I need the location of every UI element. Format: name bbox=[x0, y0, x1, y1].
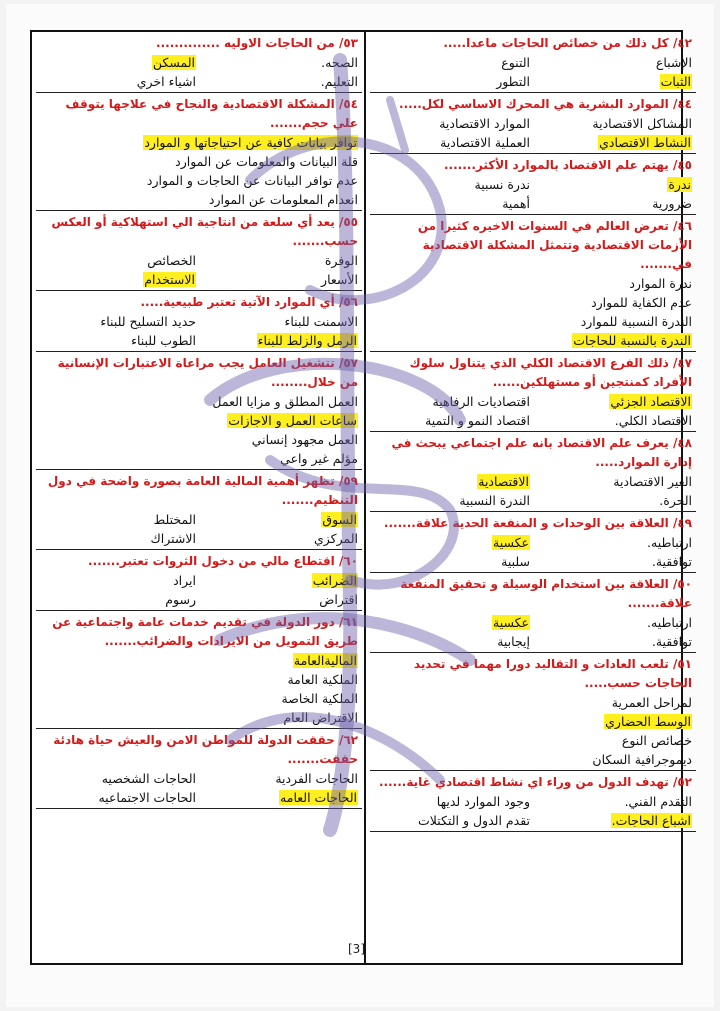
option-text: ايراد bbox=[173, 573, 196, 588]
option-text: التنوع bbox=[501, 55, 530, 70]
question-title: ٥٦/ أي الموارد الآتية تعتبر طبيعية..... bbox=[140, 295, 358, 309]
answer-option bbox=[374, 312, 692, 331]
option-text: انعدام المعلومات عن الموارد bbox=[208, 192, 358, 207]
option-text: العمل المطلق و مزايا العمل bbox=[212, 394, 358, 409]
answer-option bbox=[374, 750, 692, 769]
answer-option bbox=[40, 510, 196, 529]
option-text: المشاكل الاقتصادية bbox=[592, 116, 692, 131]
question-block bbox=[370, 215, 696, 352]
answer-option bbox=[536, 411, 692, 430]
option-text: اشباع الحاجات. bbox=[611, 813, 691, 828]
option-text: الاقتراض العام bbox=[283, 710, 358, 725]
question-block bbox=[36, 352, 362, 470]
answer-option-highlighted bbox=[374, 331, 692, 350]
option-text: عدم الكفاية للموارد bbox=[591, 295, 692, 310]
option-text: الملكية الخاصة bbox=[281, 691, 358, 706]
option-text: مؤلم غير واعي bbox=[280, 451, 358, 466]
answer-option bbox=[202, 529, 358, 548]
question-block bbox=[370, 512, 696, 573]
option-text: الصحه. bbox=[321, 55, 358, 70]
question-title: ٦٠/ اقتطاع مالي من دخول الثروات تعتبر....... bbox=[88, 554, 358, 568]
question-block bbox=[370, 432, 696, 512]
options-grid bbox=[40, 312, 358, 350]
page-number: [3] bbox=[348, 942, 365, 956]
question-title: ٦١/ دور الدولة في تقديم خدمات عامة واجتماعية عن طريق التمويل من الايرادات والضرائب....... bbox=[52, 615, 358, 648]
answer-option-highlighted bbox=[202, 510, 358, 529]
answer-option bbox=[536, 632, 692, 651]
answer-option bbox=[374, 491, 530, 510]
option-text: اقتصاد النمو و التمية bbox=[425, 413, 530, 428]
option-text: الحاجات الاجتماعيه bbox=[98, 790, 196, 805]
option-text: توافر بيانات كافية عن احتياجاتها و الموارد bbox=[144, 135, 357, 150]
answer-option-highlighted bbox=[40, 651, 358, 670]
question-title: ٤٤/ الموارد البشرية هي المحرك الاساسي لكل..... bbox=[399, 97, 692, 111]
option-text: المركزي bbox=[313, 531, 358, 546]
answer-option bbox=[536, 613, 692, 632]
answer-option bbox=[202, 251, 358, 270]
right-column bbox=[370, 32, 696, 962]
option-text: الندرة النسبية bbox=[459, 493, 530, 508]
option-text: ساعات العمل و الاجازات bbox=[228, 413, 357, 428]
answer-option bbox=[374, 693, 692, 712]
answer-option bbox=[202, 53, 358, 72]
answer-option bbox=[374, 811, 530, 830]
question-block bbox=[36, 729, 362, 809]
question-title: ٤٢/ كل ذلك من خصائص الحاجات ماعدا..... bbox=[443, 36, 692, 50]
answer-option bbox=[536, 792, 692, 811]
answer-option bbox=[536, 194, 692, 213]
question-block bbox=[370, 154, 696, 215]
option-text: الحاجات الفردية bbox=[275, 771, 358, 786]
answer-option bbox=[374, 72, 530, 91]
answer-option-highlighted bbox=[40, 270, 196, 289]
option-text: الرمل والزلط للبناء bbox=[257, 333, 357, 348]
question-title: ٥٣/ من الحاجات الاوليه .............. bbox=[156, 36, 358, 50]
option-text: توافقية. bbox=[651, 554, 692, 569]
question-block bbox=[370, 352, 696, 432]
answer-option bbox=[374, 274, 692, 293]
option-text: الخصائص bbox=[147, 253, 196, 268]
options-grid bbox=[374, 175, 692, 213]
option-text: العمل مجهود إنساني bbox=[251, 432, 358, 447]
question-title: ٤٨/ يعرف علم الاقتصاد بانه علم اجتماعي يبحث في إدارة الموارد..... bbox=[391, 436, 692, 469]
answer-option bbox=[40, 430, 358, 449]
answer-option bbox=[374, 53, 530, 72]
answer-option bbox=[202, 270, 358, 289]
option-text: خصائص النوع bbox=[621, 733, 692, 748]
answer-option bbox=[202, 769, 358, 788]
option-text: ارتباطيه. bbox=[647, 615, 692, 630]
options-grid bbox=[374, 392, 692, 430]
answer-option bbox=[40, 769, 196, 788]
option-text: الاقتصاد الكلي. bbox=[614, 413, 692, 428]
question-block bbox=[36, 611, 362, 729]
option-text: الثبات bbox=[660, 74, 691, 89]
option-text: تقدم الدول و التكتلات bbox=[418, 813, 530, 828]
options-grid bbox=[374, 533, 692, 571]
options-grid bbox=[374, 792, 692, 830]
answer-option-highlighted bbox=[202, 571, 358, 590]
option-text: الموارد الاقتصادية bbox=[439, 116, 530, 131]
answer-option bbox=[40, 171, 358, 190]
option-text: سلبية bbox=[501, 554, 530, 569]
option-text: المسكن bbox=[152, 55, 195, 70]
question-title: ٥٥/ يعد أي سلعة من انتاجية الي استهلاكية أو العكس حسب....... bbox=[51, 215, 358, 248]
answer-option-highlighted bbox=[374, 472, 530, 491]
answer-option bbox=[40, 571, 196, 590]
answer-option-highlighted bbox=[536, 72, 692, 91]
column-divider bbox=[364, 32, 366, 963]
options-grid bbox=[40, 133, 358, 209]
answer-option bbox=[40, 670, 358, 689]
option-text: ديموجرافية السكان bbox=[592, 752, 692, 767]
question-title: ٤٩/ العلاقة بين الوحدات و المنفعة الحدية علاقة....... bbox=[383, 516, 692, 530]
answer-option bbox=[40, 590, 196, 609]
answer-option bbox=[374, 175, 530, 194]
question-title: ٥١/ تلعب العادات و التقاليد دورا مهما في تحديد الحاجات حسب..... bbox=[413, 657, 692, 690]
question-title: ٥٤/ المشكلة الاقتصادية والنجاح في علاجها يتوقف علي حجم....... bbox=[65, 97, 358, 130]
answer-option bbox=[374, 411, 530, 430]
option-text: أهمية bbox=[502, 196, 530, 211]
question-block bbox=[370, 573, 696, 653]
answer-option bbox=[40, 331, 196, 350]
option-text: الأسعار bbox=[321, 272, 358, 287]
answer-option bbox=[40, 788, 196, 807]
answer-option-highlighted bbox=[374, 613, 530, 632]
option-text: الندرة النسبية للموارد bbox=[580, 314, 692, 329]
options-grid bbox=[374, 693, 692, 769]
option-text: حديد التسليح للبناء bbox=[100, 314, 196, 329]
answer-option bbox=[202, 590, 358, 609]
option-text: التطور bbox=[496, 74, 530, 89]
option-text: التقدم الفني. bbox=[624, 794, 692, 809]
option-text: رسوم bbox=[165, 592, 196, 607]
answer-option bbox=[40, 312, 196, 331]
options-grid bbox=[40, 651, 358, 727]
option-text: توافقية. bbox=[651, 634, 692, 649]
answer-option bbox=[40, 392, 358, 411]
question-block bbox=[370, 32, 696, 93]
answer-option bbox=[40, 190, 358, 209]
answer-option-highlighted bbox=[536, 392, 692, 411]
answer-option bbox=[536, 114, 692, 133]
answer-option bbox=[374, 194, 530, 213]
question-title: ٤٧/ ذلك الفرع الاقتصاد الكلي الذي يتناول سلوك الأفراد كمنتجين أو مستهلكين...... bbox=[409, 356, 692, 389]
answer-option-highlighted bbox=[202, 788, 358, 807]
options-grid bbox=[40, 251, 358, 289]
answer-option-highlighted bbox=[374, 712, 692, 731]
options-grid bbox=[374, 613, 692, 651]
option-text: الطوب للبناء bbox=[131, 333, 196, 348]
option-text: الندرة بالنسبة للحاجات bbox=[573, 333, 691, 348]
question-block bbox=[370, 93, 696, 154]
option-text: ارتباطيه. bbox=[647, 535, 692, 550]
option-text: ندرة نسبية bbox=[474, 177, 530, 192]
answer-option bbox=[40, 449, 358, 468]
option-text: الوفرة bbox=[324, 253, 358, 268]
options-grid bbox=[40, 769, 358, 807]
answer-option bbox=[374, 114, 530, 133]
option-text: عكسية bbox=[493, 615, 529, 630]
option-text: المختلط bbox=[153, 512, 196, 527]
question-title: ٥٩/ تظهر أهمية المالية العامة بصورة واضحة في دول التنظيم....... bbox=[47, 474, 358, 507]
question-title: ٥٠/ العلاقة بين استخدام الوسيلة و تحقيق المنفعة علاقة....... bbox=[400, 577, 692, 610]
option-text: الحرة. bbox=[659, 493, 692, 508]
option-text: ضرورية bbox=[652, 196, 692, 211]
option-text: التعليم. bbox=[320, 74, 358, 89]
question-block bbox=[370, 653, 696, 771]
option-text: عكسية bbox=[493, 535, 529, 550]
option-text: السوق bbox=[322, 512, 357, 527]
option-text: الحاجات العامه bbox=[280, 790, 357, 805]
answer-option bbox=[202, 312, 358, 331]
answer-option-highlighted bbox=[40, 53, 196, 72]
answer-option bbox=[40, 152, 358, 171]
option-text: الاقتصاد الجزئي bbox=[610, 394, 691, 409]
answer-option bbox=[374, 792, 530, 811]
options-grid bbox=[374, 472, 692, 510]
option-text: قلة البيانات والمعلومات عن الموارد bbox=[175, 154, 358, 169]
option-text: الغير الاقتصادية bbox=[613, 474, 692, 489]
options-grid bbox=[40, 571, 358, 609]
options-grid bbox=[40, 392, 358, 468]
option-text: الاستخدام bbox=[144, 272, 195, 287]
option-text: الاقتصادية bbox=[478, 474, 529, 489]
option-text: الحاجات الشخصيه bbox=[101, 771, 196, 786]
option-text: اقتراض bbox=[319, 592, 358, 607]
option-text: الاشتراك bbox=[150, 531, 196, 546]
options-grid bbox=[40, 53, 358, 91]
answer-option bbox=[40, 689, 358, 708]
answer-option bbox=[40, 72, 196, 91]
answer-option bbox=[40, 251, 196, 270]
option-text: عدم توافر البيانات عن الحاجات و الموارد bbox=[146, 173, 358, 188]
option-text: اشياء اخري bbox=[136, 74, 196, 89]
answer-option bbox=[536, 552, 692, 571]
question-block bbox=[36, 550, 362, 611]
answer-option-highlighted bbox=[536, 811, 692, 830]
question-block bbox=[36, 291, 362, 352]
options-grid bbox=[40, 510, 358, 548]
question-block bbox=[36, 470, 362, 550]
question-block bbox=[36, 211, 362, 291]
answer-option bbox=[536, 533, 692, 552]
answer-option-highlighted bbox=[40, 133, 358, 152]
answer-option bbox=[374, 392, 530, 411]
option-text: النشاط الاقتصادي bbox=[599, 135, 691, 150]
option-text: العملية الاقتصادية bbox=[440, 135, 530, 150]
question-title: ٤٥/ يهتم علم الاقتصاد بالموارد الأكثر....... bbox=[443, 158, 692, 172]
option-text: لمراحل العمرية bbox=[611, 695, 692, 710]
answer-option bbox=[536, 491, 692, 510]
question-block bbox=[36, 93, 362, 211]
option-text: ندرة الموارد bbox=[629, 276, 692, 291]
answer-option bbox=[374, 293, 692, 312]
question-title: ٥٢/ تهدف الدول من وراء اي نشاط اقتصادي غاية...... bbox=[378, 775, 692, 789]
option-text: الاسمنت للبناء bbox=[284, 314, 358, 329]
answer-option-highlighted bbox=[374, 533, 530, 552]
option-text: الإشباع bbox=[655, 55, 692, 70]
option-text: الماليةالعامة bbox=[293, 653, 357, 668]
options-grid bbox=[374, 53, 692, 91]
option-text: الوسط الحضاري bbox=[605, 714, 691, 729]
option-text: اقتصاديات الرفاهية bbox=[432, 394, 530, 409]
answer-option bbox=[374, 632, 530, 651]
answer-option bbox=[40, 708, 358, 727]
answer-option bbox=[374, 731, 692, 750]
answer-option bbox=[202, 72, 358, 91]
answer-option bbox=[536, 472, 692, 491]
question-block bbox=[36, 32, 362, 93]
answer-option bbox=[374, 552, 530, 571]
answer-option-highlighted bbox=[40, 411, 358, 430]
question-title: ٦٢/ حققت الدولة للمواطن الامن والعيش حياة هادئة حققت....... bbox=[53, 733, 358, 766]
options-grid bbox=[374, 274, 692, 350]
question-title: ٥٧/ تتشغيل العامل يجب مراعاة الاعتبارات الإنسانية من خلال........ bbox=[57, 356, 358, 389]
option-text: ندرة bbox=[668, 177, 691, 192]
option-text: وجود الموارد لديها bbox=[436, 794, 530, 809]
answer-option-highlighted bbox=[202, 331, 358, 350]
question-block bbox=[370, 771, 696, 832]
question-title: ٤٦/ تعرض العالم في السنوات الاخيره كثيرا من الأزمات الاقتصادية وتتمثل المشكلة الاقتصادية في....... bbox=[417, 219, 692, 271]
option-text: إيجابية bbox=[497, 634, 530, 649]
options-grid bbox=[374, 114, 692, 152]
answer-option-highlighted bbox=[536, 133, 692, 152]
answer-option bbox=[374, 133, 530, 152]
answer-option-highlighted bbox=[536, 175, 692, 194]
answer-option bbox=[40, 529, 196, 548]
answer-option bbox=[536, 53, 692, 72]
option-text: الضرائب bbox=[312, 573, 357, 588]
left-column bbox=[36, 32, 362, 962]
option-text: الملكية العامة bbox=[287, 672, 358, 687]
